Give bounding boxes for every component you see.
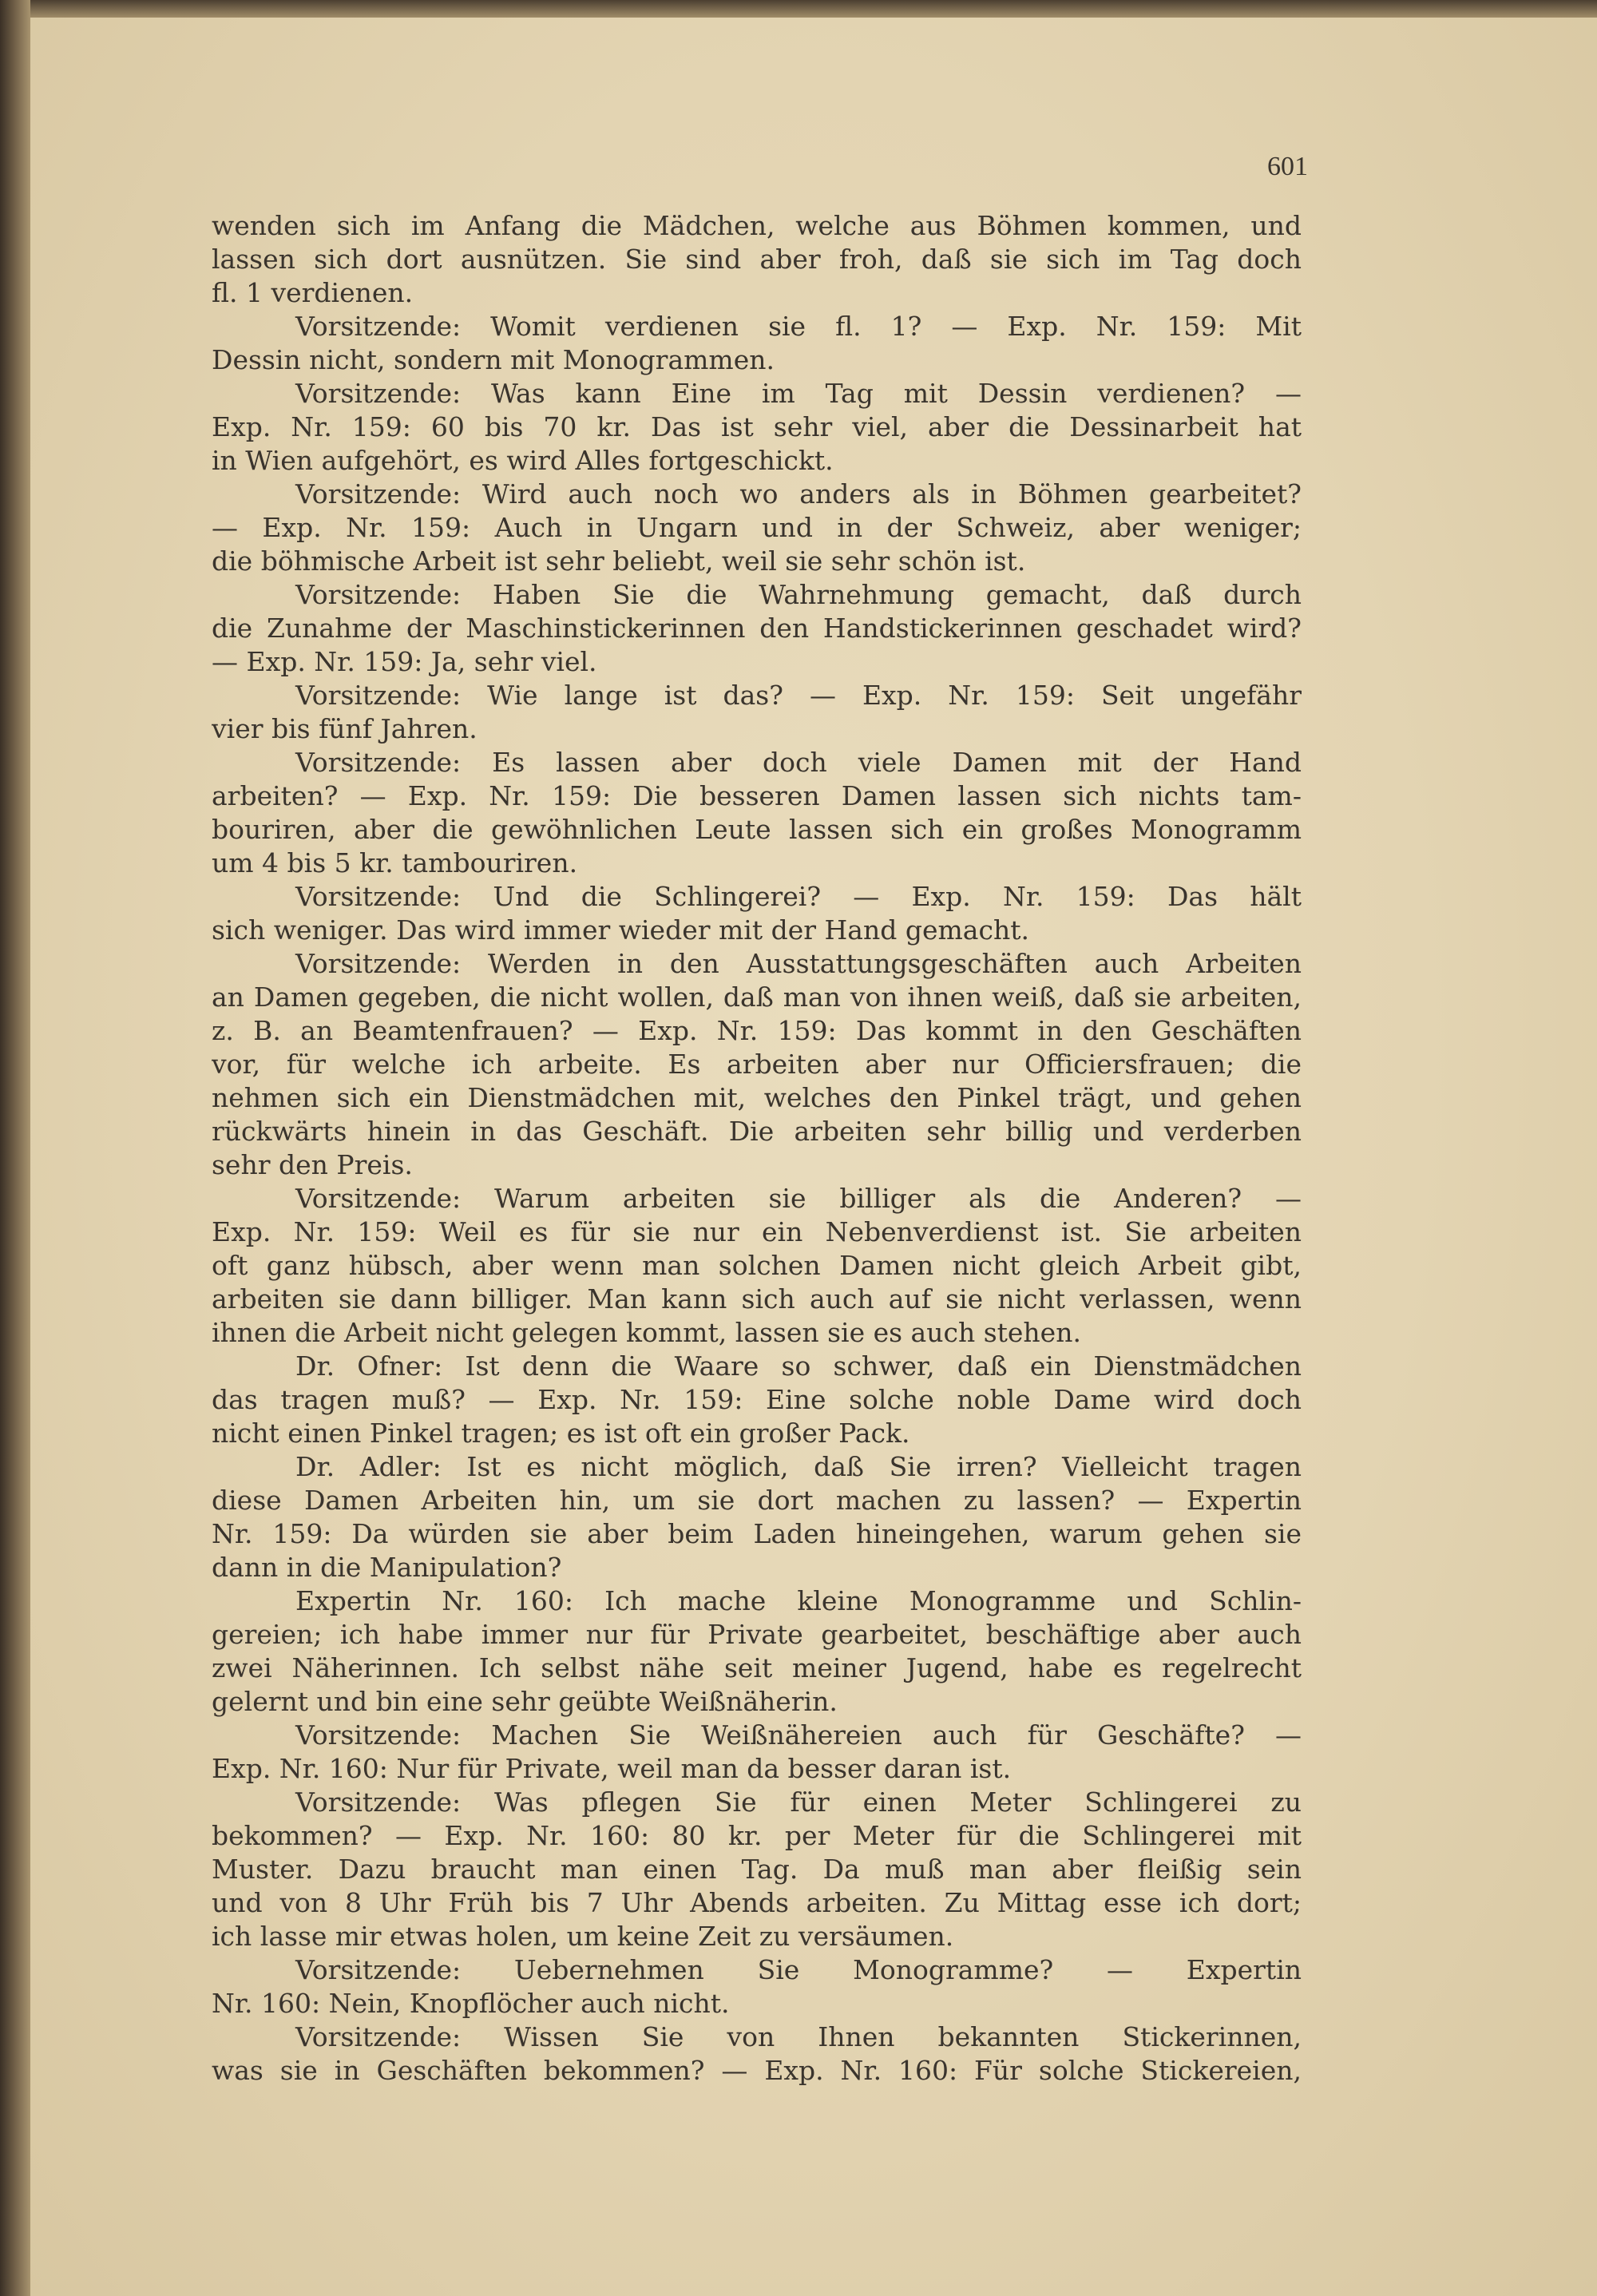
text-line: ich lasse mir etwas holen, um keine Zeit zu versäumen. — [212, 1921, 954, 1952]
text-line: Vorsitzende: Wird auch noch wo anders als in Böhmen gearbeitet? — [295, 478, 1302, 510]
text-line: arbeiten sie dann billiger. Man kann sich auch auf sie nicht verlassen, wenn — [212, 1283, 1302, 1315]
text-line: vier bis fünf Jahren. — [212, 713, 478, 744]
text-line: nehmen sich ein Dienstmädchen mit, welches den Pinkel trägt, und gehen — [212, 1082, 1302, 1113]
body-text — [212, 209, 1302, 2088]
text-line: ihnen die Arbeit nicht gelegen kommt, lassen sie es auch stehen. — [212, 1317, 1081, 1348]
text-line: zwei Näherinnen. Ich selbst nähe seit meiner Jugend, habe es regelrecht — [212, 1652, 1302, 1683]
text-line: diese Damen Arbeiten hin, um sie dort machen zu lassen? — Expertin — [212, 1485, 1302, 1516]
text-line: an Damen gegeben, die nicht wollen, daß man von ihnen weiß, daß sie arbeiten, — [212, 981, 1302, 1013]
text-line: Vorsitzende: Und die Schlingerei? — Exp. Nr. 159: Das hält — [295, 881, 1302, 912]
text-line: wenden sich im Anfang die Mädchen, welche aus Böhmen kommen, und — [212, 210, 1302, 241]
text-line: Vorsitzende: Wissen Sie von Ihnen bekannten Stickerinnen, — [295, 2021, 1302, 2052]
text-line: Exp. Nr. 160: Nur für Private, weil man da besser daran ist. — [212, 1753, 1012, 1784]
text-line: Vorsitzende: Es lassen aber doch viele Damen mit der Hand — [295, 747, 1302, 778]
text-line: Nr. 159: Da würden sie aber beim Laden hineingehen, warum gehen sie — [212, 1518, 1302, 1549]
text-line: rückwärts hinein in das Geschäft. Die arbeiten sehr billig und verderben — [212, 1116, 1302, 1147]
book-gutter-edge — [0, 0, 30, 2296]
text-line: Muster. Dazu braucht man einen Tag. Da muß man aber fleißig sein — [212, 1854, 1302, 1885]
text-line: z. B. an Beamtenfrauen? — Exp. Nr. 159: Das kommt in den Geschäften — [212, 1015, 1302, 1046]
text-line: Vorsitzende: Uebernehmen Sie Monogramme? — Expertin — [295, 1954, 1302, 1985]
text-line: Exp. Nr. 159: 60 bis 70 kr. Das ist sehr viel, aber die Dessinarbeit hat — [212, 411, 1302, 442]
text-line: Vorsitzende: Was pflegen Sie für einen Meter Schlingerei zu — [295, 1786, 1302, 1818]
text-line: fl. 1 verdienen. — [212, 277, 414, 308]
text-line: das tragen muß? — Exp. Nr. 159: Eine solche noble Dame wird doch — [212, 1384, 1302, 1415]
text-line: Vorsitzende: Haben Sie die Wahrnehmung gemacht, daß durch — [295, 579, 1302, 610]
text-line: gelernt und bin eine sehr geübte Weißnäherin. — [212, 1686, 838, 1717]
text-line: Dr. Ofner: Ist denn die Waare so schwer, daß ein Dienstmädchen — [295, 1350, 1302, 1382]
text-line: arbeiten? — Exp. Nr. 159: Die besseren Damen lassen sich nichts tam- — [212, 780, 1302, 811]
text-line: bouriren, aber die gewöhnlichen Leute lassen sich ein großes Monogramm — [212, 814, 1302, 845]
text-line: Vorsitzende: Womit verdienen sie fl. 1? — Exp. Nr. 159: Mit — [295, 311, 1302, 342]
text-line: Exp. Nr. 159: Weil es für sie nur ein Nebenverdienst ist. Sie arbeiten — [212, 1216, 1302, 1247]
text-line: Vorsitzende: Was kann Eine im Tag mit Dessin verdienen? — — [295, 378, 1302, 409]
text-line: nicht einen Pinkel tragen; es ist oft ein großer Pack. — [212, 1418, 910, 1449]
text-line: vor, für welche ich arbeite. Es arbeiten aber nur Officiersfrauen; die — [212, 1049, 1302, 1080]
text-line: Nr. 160: Nein, Knopflöcher auch nicht. — [212, 1988, 730, 2019]
text-line: dann in die Manipulation? — [212, 1552, 562, 1583]
text-line: Vorsitzende: Wie lange ist das? — Exp. Nr. 159: Seit ungefähr — [295, 680, 1302, 711]
text-line: — Exp. Nr. 159: Ja, sehr viel. — [212, 646, 597, 677]
text-line: lassen sich dort ausnützen. Sie sind aber froh, daß sie sich im Tag doch — [212, 244, 1302, 275]
text-line: Vorsitzende: Warum arbeiten sie billiger als die Anderen? — — [295, 1183, 1302, 1214]
text-line: was sie in Geschäften bekommen? — Exp. Nr. 160: Für solche Stickereien, — [212, 2055, 1302, 2086]
text-line: sich weniger. Das wird immer wieder mit der Hand gemacht. — [212, 914, 1029, 946]
text-line: oft ganz hübsch, aber wenn man solchen Damen nicht gleich Arbeit gibt, — [212, 1250, 1302, 1281]
text-line: Dessin nicht, sondern mit Monogrammen. — [212, 344, 775, 375]
text-line: sehr den Preis. — [212, 1149, 413, 1180]
text-line: in Wien aufgehört, es wird Alles fortgeschickt. — [212, 445, 834, 476]
scan-shadow-top — [0, 0, 1597, 18]
text-line: die böhmische Arbeit ist sehr beliebt, weil sie sehr schön ist. — [212, 545, 1026, 577]
text-line: Dr. Adler: Ist es nicht möglich, daß Sie irren? Vielleicht tragen — [295, 1451, 1302, 1482]
text-line: Vorsitzende: Werden in den Ausstattungsgeschäften auch Arbeiten — [295, 948, 1302, 979]
text-line: und von 8 Uhr Früh bis 7 Uhr Abends arbeiten. Zu Mittag esse ich dort; — [212, 1887, 1302, 1918]
text-line: die Zunahme der Maschinstickerinnen den Handstickerinnen geschadet wird? — [212, 613, 1302, 644]
text-line: um 4 bis 5 kr. tambouriren. — [212, 847, 578, 878]
text-line: gereien; ich habe immer nur für Private gearbeitet, beschäftige aber auch — [212, 1619, 1302, 1650]
page-number: 601 — [1267, 152, 1308, 181]
text-line: Vorsitzende: Machen Sie Weißnähereien auch für Geschäfte? — — [295, 1719, 1302, 1751]
text-line: — Exp. Nr. 159: Auch in Ungarn und in der Schweiz, aber weniger; — [212, 512, 1302, 543]
text-line: Expertin Nr. 160: Ich mache kleine Monogramme und Schlin- — [295, 1585, 1302, 1616]
text-line: bekommen? — Exp. Nr. 160: 80 kr. per Meter für die Schlingerei mit — [212, 1820, 1302, 1851]
